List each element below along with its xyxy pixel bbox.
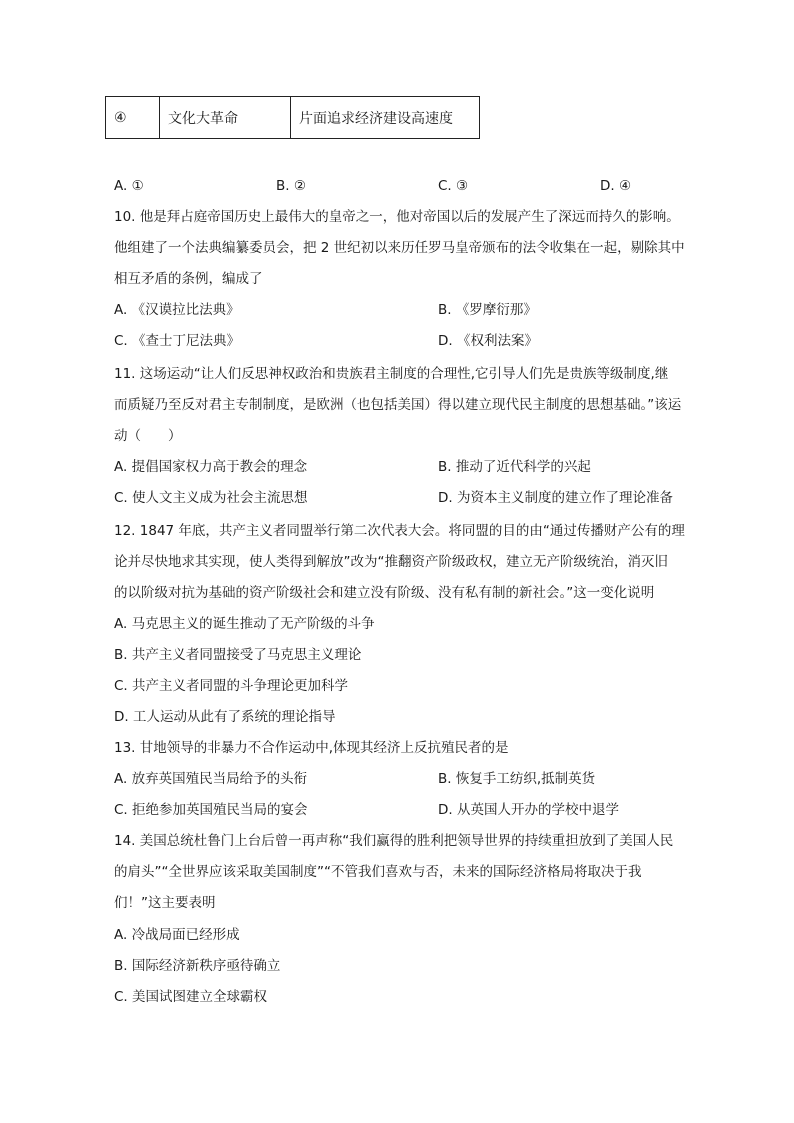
q11-option-b[interactable]: B. 推动了近代科学的兴起 xyxy=(438,459,591,475)
table-cell-event: 文化大革命 xyxy=(160,97,291,139)
q13-stem-line-1: 13. 甘地领导的非暴力不合作运动中,体现其经济上反抗殖民者的是 xyxy=(114,740,509,756)
q12-option-d[interactable]: D. 工人运动从此有了系统的理论指导 xyxy=(114,709,336,725)
q9-option-c[interactable]: C. ③ xyxy=(438,178,469,194)
q13-option-c[interactable]: C. 拒绝参加英国殖民当局的宴会 xyxy=(114,802,308,818)
q11-option-c[interactable]: C. 使人文主义成为社会主流思想 xyxy=(114,490,308,506)
q10-stem-line-3: 相互矛盾的条例，编成了 xyxy=(114,271,263,287)
q14-option-a[interactable]: A. 冷战局面已经形成 xyxy=(114,927,240,943)
q9-option-a[interactable]: A. ① xyxy=(114,178,144,194)
q11-option-d[interactable]: D. 为资本主义制度的建立作了理论准备 xyxy=(438,490,673,506)
q14-stem-line-2: 的肩头”“全世界应该采取美国制度”“不管我们喜欢与否，未来的国际经济格局将取决于我 xyxy=(114,864,642,880)
q11-option-a[interactable]: A. 提倡国家权力高于教会的理念 xyxy=(114,459,308,475)
q14-stem-line-1: 14. 美国总统杜鲁门上台后曾一再声称“我们赢得的胜利把领导世界的持续重担放到了美国人民 xyxy=(114,833,674,849)
q10-option-d[interactable]: D. 《权利法案》 xyxy=(438,333,538,349)
q12-stem-line-2: 论并尽快地求其实现，使人类得到解放”改为“推翻资产阶级政权，建立无产阶级统治，消灭旧 xyxy=(114,554,668,570)
table-row xyxy=(106,97,480,139)
q10-option-b[interactable]: B. 《罗摩衍那》 xyxy=(438,302,537,318)
q9-option-d[interactable]: D. ④ xyxy=(600,178,632,194)
q10-option-c[interactable]: C. 《查士丁尼法典》 xyxy=(114,333,241,349)
answer-table xyxy=(105,96,480,139)
q10-stem-line-1: 10. 他是拜占庭帝国历史上最伟大的皇帝之一，他对帝国以后的发展产生了深远而持久的影响。 xyxy=(114,209,680,225)
q13-option-b[interactable]: B. 恢复手工纺织,抵制英货 xyxy=(438,771,596,787)
q14-option-b[interactable]: B. 国际经济新秩序亟待确立 xyxy=(114,958,281,974)
q13-option-a[interactable]: A. 放弃英国殖民当局给予的头衔 xyxy=(114,771,308,787)
q12-option-c[interactable]: C. 共产主义者同盟的斗争理论更加科学 xyxy=(114,678,349,694)
q11-stem-line-3: 动（ ） xyxy=(114,428,182,444)
q13-option-d[interactable]: D. 从英国人开办的学校中退学 xyxy=(438,802,619,818)
q14-stem-line-3: 们！”这主要表明 xyxy=(114,895,216,911)
q9-option-b[interactable]: B. ② xyxy=(276,178,306,194)
q10-option-a[interactable]: A. 《汉谟拉比法典》 xyxy=(114,302,240,318)
q14-option-c[interactable]: C. 美国试图建立全球霸权 xyxy=(114,989,268,1005)
q11-stem-line-1: 11. 这场运动“让人们反思神权政治和贵族君主制度的合理性,它引导人们先是贵族等级制度,继 xyxy=(114,366,669,382)
q11-stem-line-2: 而质疑乃至反对君主专制制度，是欧洲（也包括美国）得以建立现代民主制度的思想基础。”该运 xyxy=(114,397,682,413)
q12-stem-line-1: 12. 1847 年底，共产主义者同盟举行第二次代表大会。将同盟的目的由“通过传播财产公有的理 xyxy=(114,523,685,539)
q12-stem-line-3: 的以阶级对抗为基础的资产阶级社会和建立没有阶级、没有私有制的新社会。”这一变化说明 xyxy=(114,585,655,601)
q12-option-a[interactable]: A. 马克思主义的诞生推动了无产阶级的斗争 xyxy=(114,616,375,632)
q10-stem-line-2: 他组建了一个法典编纂委员会，把 2 世纪初以来历任罗马皇帝颁布的法令收集在一起，剔除其中 xyxy=(114,240,685,256)
table-cell-description: 片面追求经济建设高速度 xyxy=(291,97,480,139)
table-cell-number: ④ xyxy=(106,97,160,139)
q12-option-b[interactable]: B. 共产主义者同盟接受了马克思主义理论 xyxy=(114,647,362,663)
